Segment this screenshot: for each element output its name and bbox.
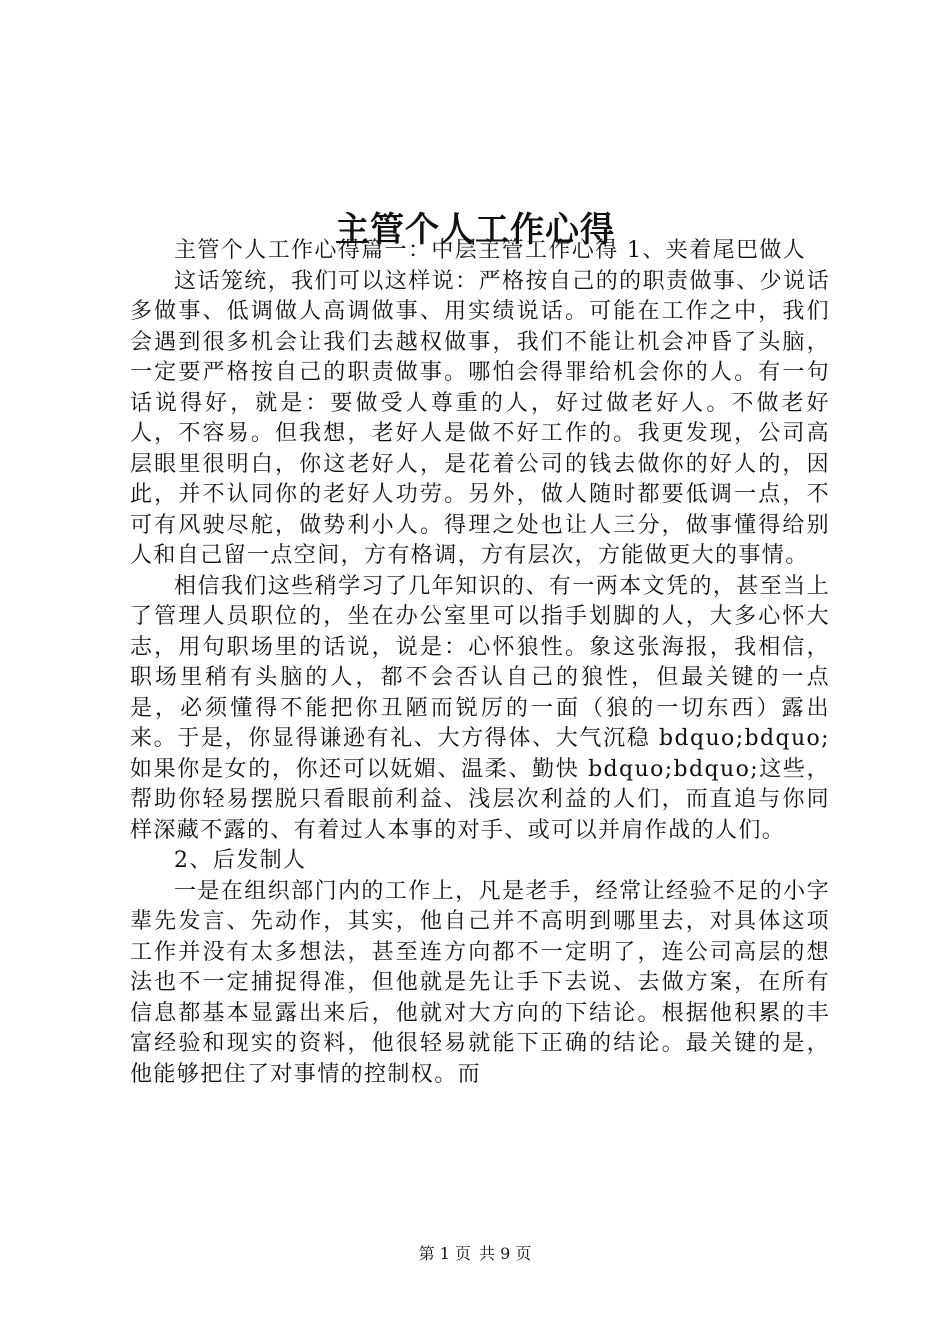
paragraph: 主管个人工作心得篇一：中层主管工作心得 1、夹着尾巴做人	[174, 238, 807, 263]
page-total: 共 9 页	[479, 1244, 532, 1263]
paragraph: 这话笼统，我们可以这样说：严格按自己的的职责做事、少说话多做事、低调做人高调做事、用实绩说话。可能在工作之中，我们会遇到很多机会让我们去越权做事，我们不能让机会冲昏了头脑，一定要严格按自己的职责做事。哪怕会得罪给机会你的人。有一句话说得好，就是：要做受人尊重的人，好过做老好人。不做老好人，不容易。但我想，老好人是做不好工作的。我更发现，公司高层眼里很明白，你这老好人，是花着公司的钱去做你的好人的，因此，并不认同你的老好人功劳。另外，做人随时都要低调一点，不可有风驶尽舵，做势利小人。得理之处也让人三分，做事懂得给别人和自己留一点空间，方有格调，方有层次，方能做更大的事情。	[130, 268, 830, 568]
document-body	[130, 236, 830, 1090]
paragraph: 一是在组织部门内的工作上，凡是老手，经常让经验不足的小字辈先发言、先动作，其实，他自己并不高明到哪里去，对具体这项工作并没有太多想法，甚至连方向都不一定明了，连公司高层的想法也不一定捕捉得准，但他就是先让手下去说、去做方案，在所有信息都基本显露出来后，他就对大方向的下结论。根据他积累的丰富经验和现实的资料，他很轻易就能下正确的结论。最关键的是，他能够把住了对事情的控制权。而	[130, 878, 830, 1087]
page-number: 第 1 页	[418, 1244, 471, 1263]
page-footer	[0, 1243, 950, 1265]
section-heading: 2、后发制人	[174, 848, 307, 873]
document-title: 主管个人工作心得	[335, 209, 615, 250]
paragraph: 相信我们这些稍学习了几年知识的、有一两本文凭的，甚至当上了管理人员职位的，坐在办公室里可以指手划脚的人，大多心怀大志，用句职场里的话说，说是：心怀狼性。象这张海报，我相信，职场里稍有头脑的人，都不会否认自己的狼性，但最关键的一点是，必须懂得不能把你丑陋而锐厉的一面（狼的一切东西）露出来。于是，你显得谦逊有礼、大方得体、大气沉稳 bdquo;bdquo;如果你是女的，你还可以妩媚、温柔、勤快 bdquo;bdquo;这些，帮助你轻易摆脱只看眼前利益、浅层次利益的人们，而直追与你同样深藏不露的、有着过人本事的对手、或可以并肩作战的人们。	[130, 573, 830, 843]
